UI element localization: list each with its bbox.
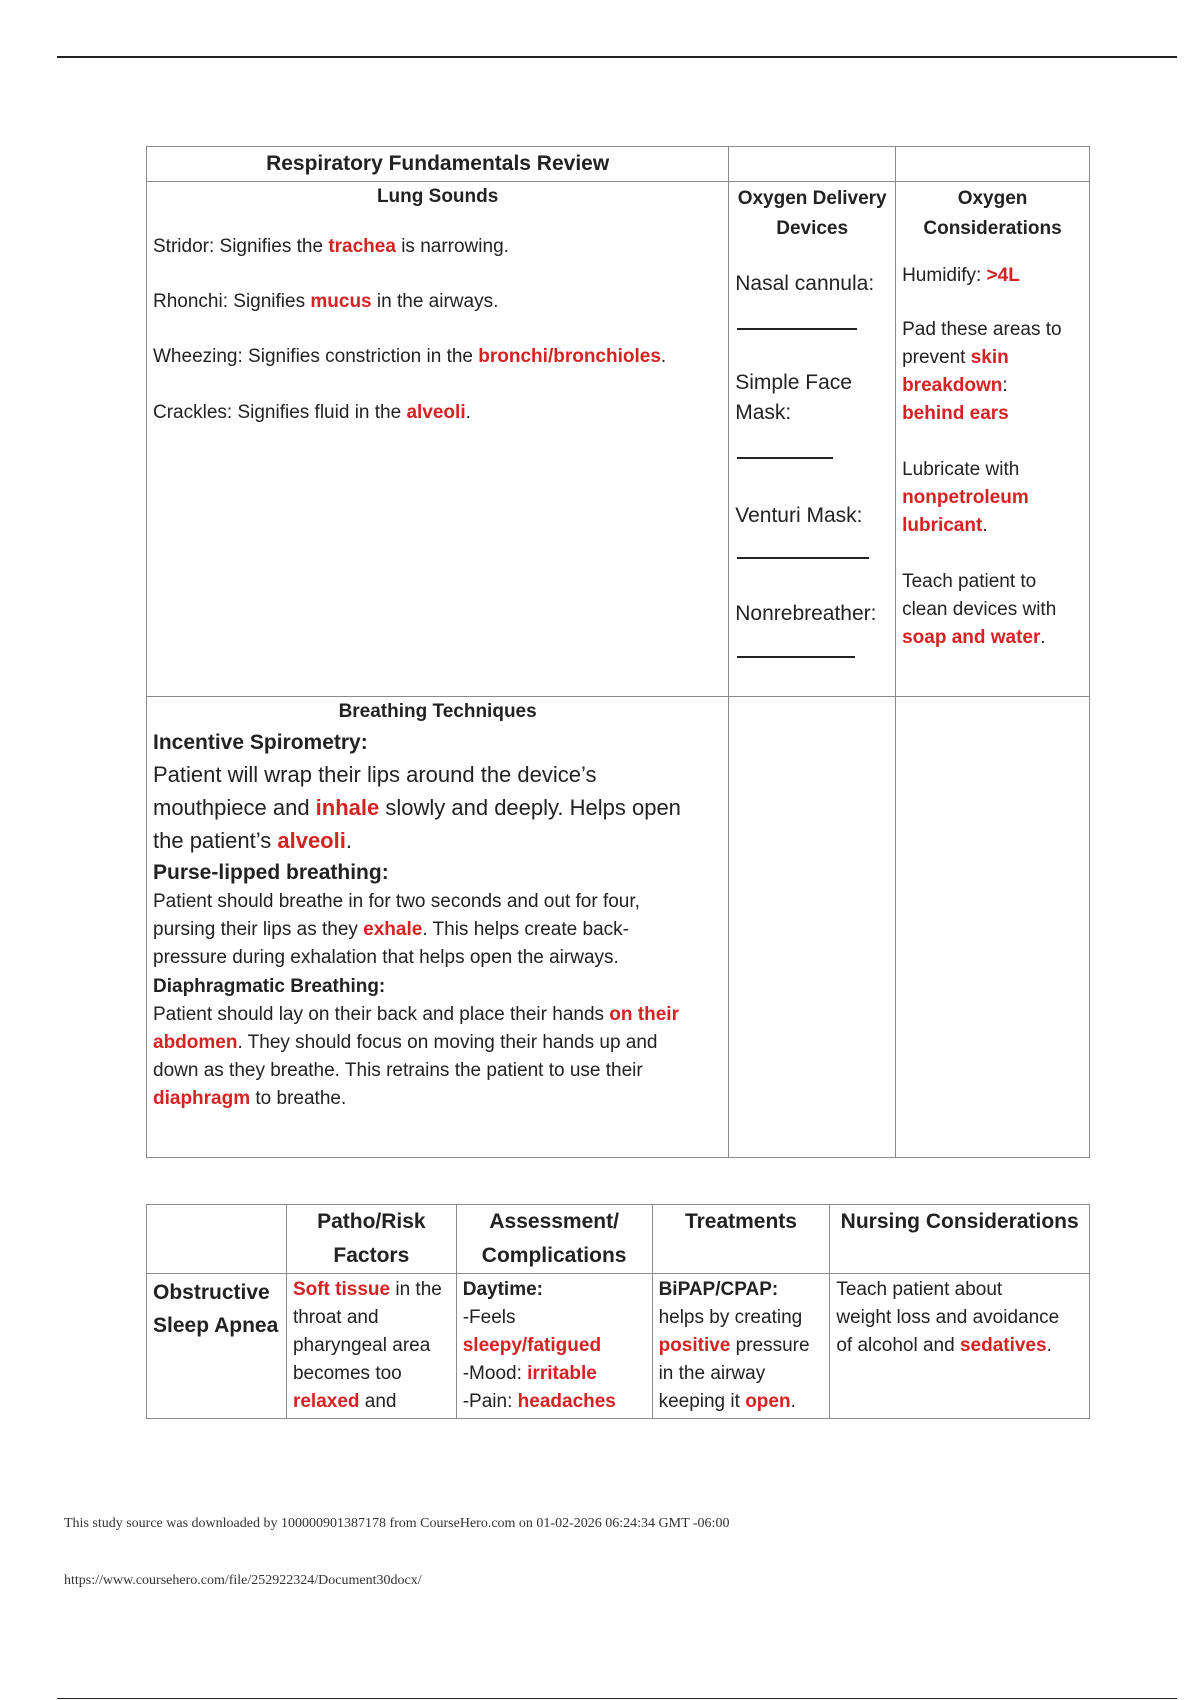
table-title: Respiratory Fundamentals Review bbox=[147, 147, 729, 182]
lung-sound-wheezing: Wheezing: Signifies constriction in the bronchi/bronchioles. bbox=[153, 346, 667, 367]
pad-areas-note: Pad these areas to prevent skin breakdown: behind ears bbox=[902, 319, 1062, 424]
top-rule bbox=[57, 56, 1177, 58]
device-nasal-cannula: Nasal cannula: bbox=[735, 272, 875, 295]
device-venturi-mask: Venturi Mask: bbox=[735, 504, 863, 527]
breathing-techniques-cell bbox=[147, 697, 729, 1158]
row-label-osa: Obstructive Sleep Apnea bbox=[147, 1274, 287, 1419]
oxygen-devices-heading: Oxygen Delivery Devices bbox=[737, 188, 887, 239]
header-assessment: Assessment/ Complications bbox=[456, 1205, 652, 1274]
device-simple-face: Simple Face bbox=[735, 371, 852, 394]
blank-line bbox=[737, 656, 855, 658]
blank-line bbox=[737, 557, 869, 559]
humidify-note: Humidify: >4L bbox=[902, 265, 1020, 286]
diaphragmatic-heading: Diaphragmatic Breathing: bbox=[153, 976, 386, 997]
lung-sounds-heading: Lung Sounds bbox=[376, 186, 499, 207]
empty-header-cell bbox=[896, 147, 1090, 182]
diaphragmatic-text: Patient should lay on their back and place their hands on their abdomen. They should focus on moving their hands up and down as they breathe. This retrains the patient to use their diaphragm to breathe. bbox=[153, 1004, 679, 1109]
header-patho-risk: Patho/Risk Factors bbox=[286, 1205, 456, 1274]
lung-sounds-cell bbox=[147, 182, 729, 697]
device-nonrebreather: Nonrebreather: bbox=[735, 602, 877, 625]
lung-sound-crackles: Crackles: Signifies fluid in the alveoli. bbox=[153, 402, 471, 423]
lung-sound-rhonchi: Rhonchi: Signifies mucus in the airways. bbox=[153, 291, 499, 312]
header-nursing: Nursing Considerations bbox=[830, 1205, 1090, 1274]
bottom-rule bbox=[57, 1698, 1177, 1699]
purse-lipped-text: Patient should breathe in for two seconds and out for four, pursing their lips as they exhale. This helps create back- pressure during exhalation that helps open the airways. bbox=[153, 891, 640, 968]
blank-line bbox=[737, 457, 833, 459]
lung-sound-stridor: Stridor: Signifies the trachea is narrowing. bbox=[153, 236, 509, 257]
lubricate-note: Lubricate with nonpetroleum lubricant. bbox=[902, 459, 1029, 536]
purse-lipped-heading: Purse-lipped breathing: bbox=[153, 861, 389, 884]
source-url[interactable]: https://www.coursehero.com/file/252922324/Document30docx/ bbox=[64, 1573, 422, 1588]
nursing-cell: Teach patient about weight loss and avoidance of alcohol and sedatives. bbox=[830, 1274, 1090, 1419]
patho-cell: Soft tissue in the throat and pharyngeal area becomes too relaxed and bbox=[286, 1274, 456, 1419]
oxygen-devices-cell bbox=[729, 182, 896, 697]
empty-cell bbox=[896, 697, 1090, 1158]
empty-header-cell bbox=[147, 1205, 287, 1274]
breathing-techniques-heading: Breathing Techniques bbox=[338, 701, 537, 722]
empty-cell bbox=[729, 697, 896, 1158]
empty-header-cell bbox=[729, 147, 896, 182]
teach-clean-note: Teach patient to clean devices with soap and water. bbox=[902, 571, 1057, 648]
respiratory-review-table bbox=[146, 146, 1090, 1158]
blank-line bbox=[737, 328, 857, 330]
assessment-cell: Daytime: -Feels sleepy/fatigued -Mood: irritable -Pain: headaches bbox=[456, 1274, 652, 1419]
incentive-spirometry-heading: Incentive Spirometry: bbox=[153, 731, 368, 754]
download-notice: This study source was downloaded by 100000901387178 from CourseHero.com on 01-02-2026 06:24:34 GMT -06:00 bbox=[64, 1516, 730, 1531]
sleep-apnea-table bbox=[146, 1204, 1090, 1419]
oxygen-considerations-heading: Oxygen Considerations bbox=[923, 188, 1062, 239]
oxygen-considerations-cell bbox=[896, 182, 1090, 697]
incentive-spirometry-text: Patient will wrap their lips around the device’s mouthpiece and inhale slowly and deeply. Helps open the patient’s alveoli. bbox=[153, 762, 681, 853]
device-mask: Mask: bbox=[735, 401, 792, 424]
header-treatments: Treatments bbox=[652, 1205, 830, 1274]
treatment-cell: BiPAP/CPAP: helps by creating positive pressure in the airway keeping it open. bbox=[652, 1274, 830, 1419]
